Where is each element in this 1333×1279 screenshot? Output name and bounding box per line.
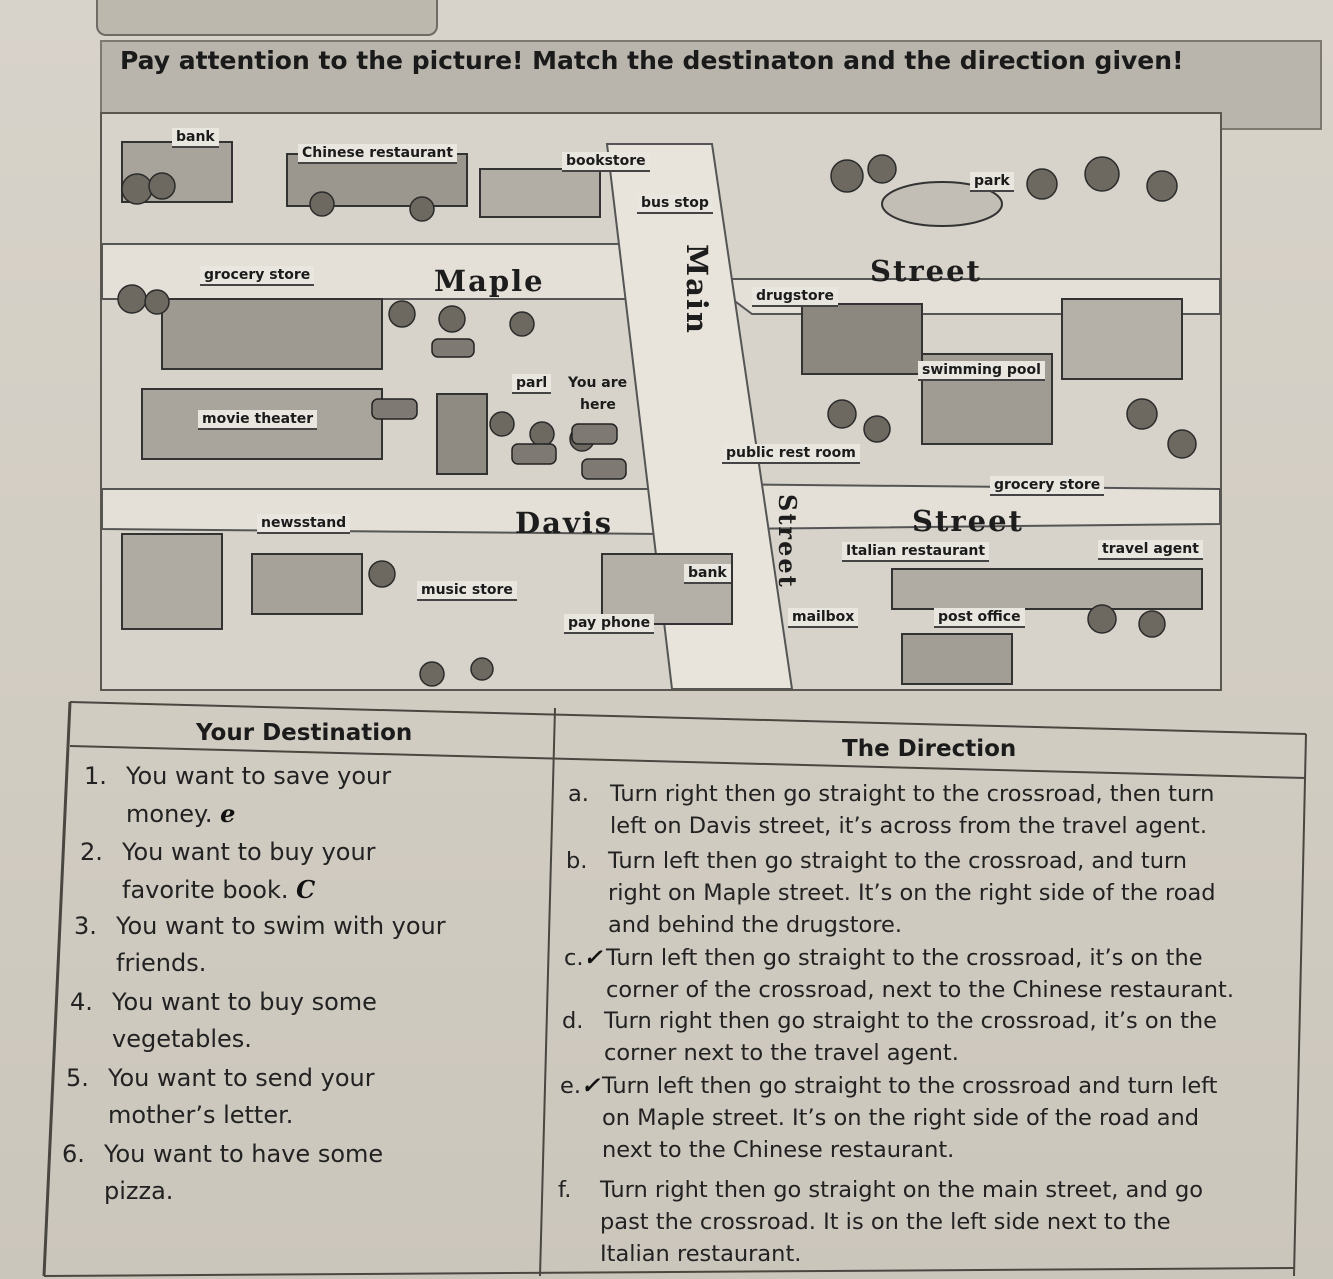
label-chinese-restaurant: Chinese restaurant — [298, 144, 457, 164]
town-map — [100, 112, 1222, 691]
handwritten-answer: C — [296, 875, 316, 904]
label-movie-theater: movie theater — [198, 410, 317, 430]
label-travel-agent: travel agent — [1098, 540, 1203, 560]
label-bookstore: bookstore — [562, 152, 650, 172]
label-you-are: You are — [568, 375, 628, 391]
matching-table — [40, 700, 1308, 1278]
label-park: park — [970, 172, 1014, 192]
task-tab — [96, 0, 438, 36]
label-swimming-pool: swimming pool — [918, 361, 1045, 381]
label-bank-bottom: bank — [684, 564, 731, 584]
direction-item: d. Turn right then go straight to the crossroad, it’s on the corner next to the travel agent. — [562, 1008, 1218, 1066]
label-grocery-store-left: grocery store — [200, 266, 314, 286]
label-here: here — [580, 397, 616, 413]
destination-item: 3. You want to swim with your friends. — [74, 912, 446, 977]
column-header-destination: Your Destination — [196, 720, 413, 746]
destination-item: 4. You want to buy some vegetables. — [70, 988, 377, 1053]
street-name-main: Main — [680, 244, 714, 335]
street-name-davis: Davis — [515, 506, 614, 540]
label-public-rest-room: public rest room — [722, 444, 860, 464]
label-music-store: music store — [417, 581, 517, 601]
label-italian-restaurant: Italian restaurant — [842, 542, 989, 562]
label-bus-stop: bus stop — [637, 194, 713, 214]
destination-item: 6. You want to have some pizza. — [62, 1140, 384, 1205]
direction-item: a. Turn right then go straight to the crossroad, then turn left on Davis street, it’s across from the travel agent. — [568, 781, 1215, 839]
handwritten-answer: e — [220, 799, 236, 828]
label-post-office: post office — [934, 608, 1025, 628]
label-newsstand: newsstand — [257, 514, 350, 534]
street-name-davis-street: Street — [912, 504, 1024, 538]
column-header-direction: The Direction — [842, 736, 1017, 762]
destination-item: 1. You want to save your money. e — [84, 762, 392, 828]
street-name-maple-street: Street — [870, 254, 982, 288]
street-name-maple: Maple — [434, 264, 545, 298]
check-mark: ✓ — [581, 1073, 600, 1099]
direction-item: c.✓ Turn left then go straight to the crossroad, it’s on the corner of the crossroad, next to the Chinese restaurant. — [564, 945, 1234, 1003]
label-grocery-store-right: grocery store — [990, 476, 1104, 496]
instruction-text: Pay attention to the picture! Match the destinaton and the direction given! — [120, 46, 1184, 75]
destination-item: 5. You want to send your mother’s letter. — [66, 1064, 375, 1129]
label-pay-phone: pay phone — [564, 614, 654, 634]
destination-item: 2. You want to buy your favorite book. C — [80, 838, 376, 904]
label-drugstore: drugstore — [752, 287, 838, 307]
direction-item: b. Turn left then go straight to the crossroad, and turn right on Maple street. It’s on the right side of the road and behind the drugstore. — [566, 848, 1216, 938]
label-parl: parl — [512, 374, 551, 394]
check-mark: ✓ — [583, 945, 603, 971]
direction-item: f. Turn right then go straight on the main street, and go past the crossroad. It is on the left side next to the Italian restaurant. — [558, 1177, 1204, 1267]
label-mailbox: mailbox — [788, 608, 858, 628]
street-name-main-street: Street — [773, 494, 802, 589]
direction-item: e.✓Turn left then go straight to the crossroad and turn left on Maple street. It’s on the right side of the road and next to the Chinese restaurant. — [560, 1073, 1218, 1163]
label-bank-top: bank — [172, 128, 219, 148]
